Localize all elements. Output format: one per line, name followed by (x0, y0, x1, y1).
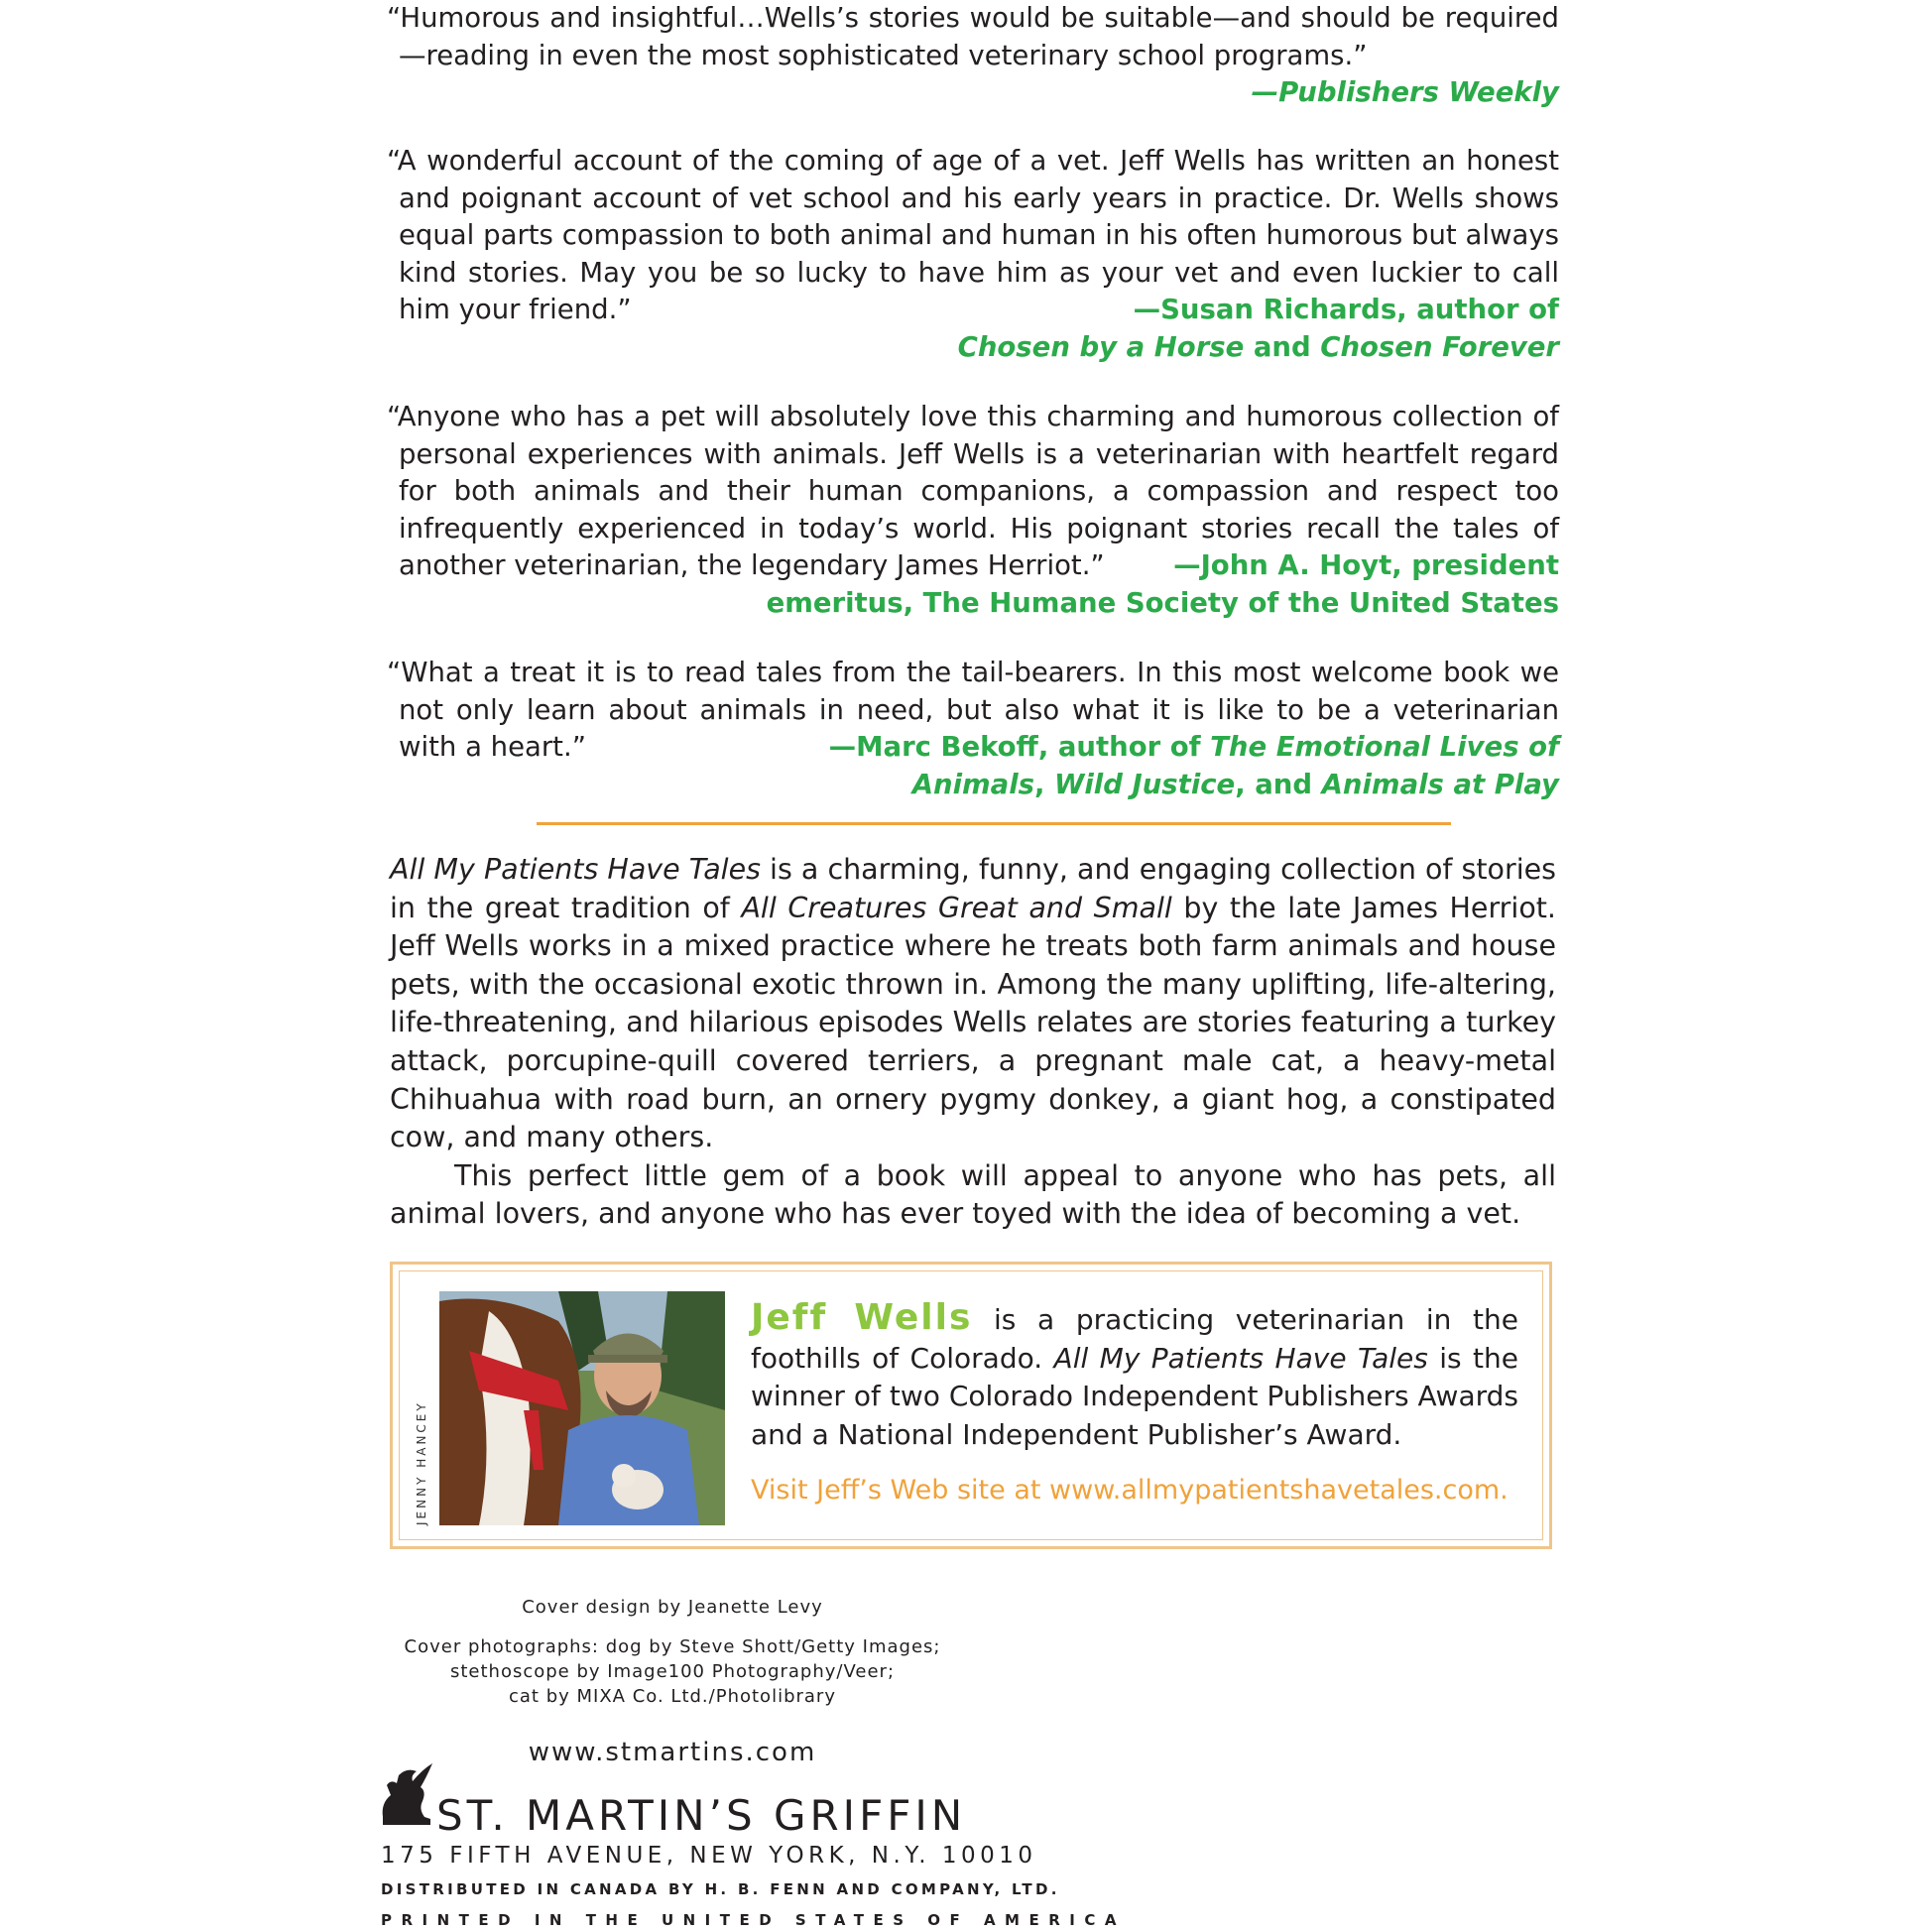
quote-attribution: —Susan Richards, author of Chosen by a Horse and Chosen Forever (957, 294, 1559, 363)
printed-note: PRINTED IN THE UNITED STATES OF AMERICA (381, 1911, 1126, 1929)
review-quote-2 (387, 143, 1559, 366)
quote-text: “A wonderful account of the coming of age of a vet. Jeff Wells has written an honest and poignant account of vet school and his early years in practice. Dr. Wells shows equal parts compassion to both animal and human in his often humorous but always kind stories. May you be so lucky to have him as your vet and even luckier to call him your friend.” (387, 145, 1559, 325)
author-website[interactable]: Visit Jeff’s Web site at www.allmypatientshavetales.com. (751, 1475, 1509, 1506)
author-photo (439, 1291, 725, 1525)
photo-credit: JENNY HANCEY (415, 1400, 428, 1525)
publisher-address: 175 FIFTH AVENUE, NEW YORK, N.Y. 10010 (381, 1843, 1037, 1869)
author-with-horse-image (439, 1291, 725, 1525)
quote-attribution: —John A. Hoyt, president emeritus, The Humane Society of the United States (766, 549, 1559, 619)
distribution-note: DISTRIBUTED IN CANADA BY H. B. FENN AND COMPANY, LTD. (381, 1880, 1060, 1898)
quote-attribution: —Publishers Weekly (1251, 76, 1559, 108)
review-quote-4 (387, 655, 1559, 803)
description-paragraph-2: This perfect little gem of a book will appeal to anyone who has pets, all animal lovers, and anyone who has ever toyed with the idea of becoming a vet. (390, 1158, 1556, 1231)
author-name: Jeff Wells (751, 1297, 973, 1338)
orange-divider (537, 822, 1451, 825)
description-paragraph-1: All My Patients Have Tales is a charming, funny, and engaging collection of stories in the great tradition of All Creatures Great and Small by the late James Herriot. Jeff Wells works in a mixed practice where he treats both farm animals and house pets, with the occasional exotic thrown in. Among the many uplifting, life-altering, life-threatening, and hilarious episodes Wells relates are stories featuring a turkey attack, porcupine-quill covered terriers, a pregnant male cat, a heavy-metal Chihuahua with road burn, an ornery pygmy donkey, a giant hog, a constipated cow, and many others. (390, 853, 1557, 1154)
review-quote-3 (387, 399, 1559, 622)
cover-photo-credits: Cover photographs: dog by Steve Shott/Getty Images; stethoscope by Image100 Photography/Veer; cat by MIXA Co. Ltd./Photolibrary (404, 1636, 941, 1707)
quote-text: “Humorous and insightful…Wells’s stories would be suitable—and should be required—reading in even the most sophisticated veterinary school programs.” (387, 2, 1559, 71)
quote-attribution: —Marc Bekoff, author of The Emotional Lives of Animals, Wild Justice, and Animals at Play (828, 731, 1559, 800)
quote-text: “Anyone who has a pet will absolutely love this charming and humorous collection of personal experiences with animals. Jeff Wells is a veterinarian with heartfelt regard for both animals and their human companions, a compassion and respect too infrequently experienced in today’s world. His poignant stories recall the tales of another veterinarian, the legendary James Herriot.” (387, 401, 1559, 581)
review-quote-1 (387, 0, 1559, 112)
publisher-name: ST. MARTIN’S GRIFFIN (436, 1791, 967, 1840)
publisher-website[interactable]: www.stmartins.com (528, 1738, 817, 1767)
cover-design-credit: Cover design by Jeanette Levy (522, 1597, 823, 1618)
griffin-logo-icon (377, 1761, 434, 1827)
book-description (390, 851, 1556, 1234)
quote-text: “What a treat it is to read tales from the tail-bearers. In this most welcome book we not only learn about animals in need, but also what it is like to be a veterinarian with a heart.” (387, 657, 1559, 763)
author-bio: Jeff Wells is a practicing veterinarian in the foothills of Colorado. All My Patients Have Tales is the winner of two Colorado Independent Publishers Awards and a National Independent Publisher’s Award. (751, 1297, 1518, 1451)
